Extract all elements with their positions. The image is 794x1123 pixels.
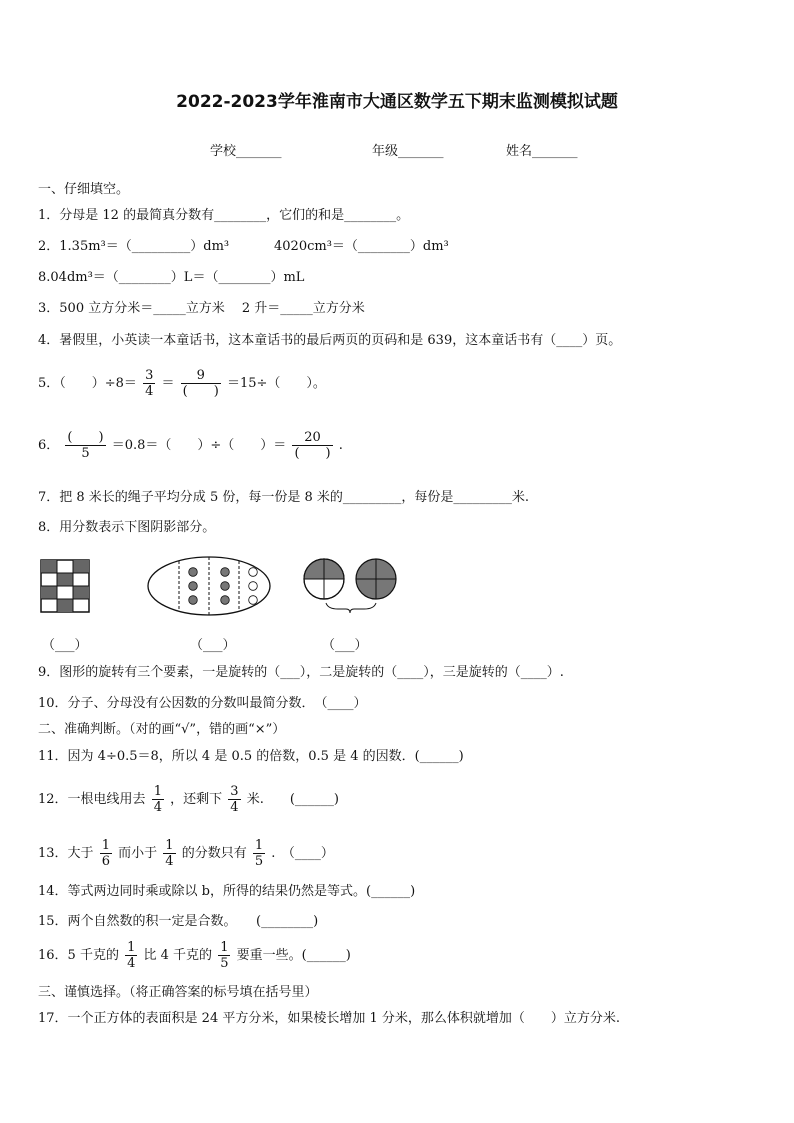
question-2c: 8.04dm³＝（________）L＝（________）mL [38, 270, 305, 285]
q13-f2-numerator: 1 [165, 838, 174, 853]
question-17: 17．一个正方体的表面积是 24 平方分米，如果棱长增加 1 分米，那么体积就增加（ ）立方分米. [38, 1011, 621, 1026]
q6-f2-denominator: ( ) [294, 446, 331, 461]
q12-fraction-1 [152, 784, 164, 815]
q6-fraction-2 [292, 430, 332, 461]
q6-f2-numerator: 20 [304, 430, 321, 445]
q16-f2-denominator: 5 [220, 956, 229, 971]
name-field: 姓名_______ [506, 144, 578, 159]
question-13 [38, 838, 334, 869]
question-5 [38, 368, 326, 399]
q8-answer-1: （___） [42, 638, 88, 653]
q16-fraction-2 [218, 940, 230, 971]
q5-eq: ＝ [161, 376, 175, 391]
q13-mid2: 的分数只有 [181, 846, 247, 861]
q12-f1-numerator: 1 [153, 784, 162, 799]
q6-f1-numerator: ( ) [67, 430, 104, 445]
q13-f1-numerator: 1 [101, 838, 110, 853]
section-1-heading: 一、仔细填空。 [38, 182, 130, 197]
question-2b: 4020cm³＝（________）dm³ [274, 239, 449, 254]
grade-field: 年级_______ [372, 144, 444, 159]
question-11: 11．因为 4÷0.5＝8，所以 4 是 0.5 的倍数，0.5 是 4 的因数．(______) [38, 749, 464, 764]
q5-f2-numerator: 9 [196, 368, 205, 383]
q16-mid: 比 4 千克的 [143, 948, 213, 963]
section-3-heading: 三、谨慎选择。（将正确答案的标号填在括号里） [38, 985, 318, 1000]
question-12 [38, 784, 339, 815]
question-8: 8．用分数表示下图阴影部分。 [38, 520, 216, 535]
q13-f3-numerator: 1 [254, 838, 264, 853]
q12-f2-denominator: 4 [230, 800, 239, 815]
q12-f1-denominator: 4 [153, 800, 162, 815]
q16-f1-denominator: 4 [127, 956, 136, 971]
q13-f3-denominator: 5 [254, 854, 264, 869]
question-9: 9．图形的旋转有三个要素，一是旋转的（___），二是旋转的（____），三是旋转的（____）. [38, 665, 564, 680]
q12-f2-numerator: 3 [230, 784, 239, 799]
q12-mid: ，还剩下 [170, 792, 223, 807]
question-1: 1．分母是 12 的最简真分数有________，它们的和是________。 [38, 208, 410, 223]
question-4: 4．暑假里，小英读一本童话书，这本童话书的最后两页的页码和是 639，这本童话书有（____）页。 [38, 333, 622, 348]
q12-fraction-2 [228, 784, 240, 815]
two-circles-figure [302, 557, 402, 619]
question-15: 15．两个自然数的积一定是合数。 (________) [38, 914, 319, 929]
q13-fraction-2 [163, 838, 175, 869]
q8-answer-3: （___） [322, 638, 368, 653]
q5-lead: 5．（ ）÷8＝ [38, 376, 137, 391]
q13-lead: 13．大于 [38, 846, 94, 861]
q6-tail: . [338, 438, 343, 453]
q5-f1-numerator: 3 [145, 368, 154, 383]
q16-tail: 要重一些。(______) [236, 948, 351, 963]
q13-mid1: 而小于 [118, 846, 158, 861]
question-2a: 2．1.35m³＝（_________）dm³ [38, 239, 230, 254]
question-16 [38, 940, 351, 971]
q16-fraction-1 [125, 940, 137, 971]
oval-dots-figure [146, 555, 272, 617]
page-title: 2022-2023学年淮南市大通区数学五下期末监测模拟试题 [176, 92, 618, 112]
question-7: 7．把 8 米长的绳子平均分成 5 份，每一份是 8 米的_________，每份是_________米. [38, 490, 530, 505]
q16-f1-numerator: 1 [127, 940, 136, 955]
q13-fraction-3 [253, 838, 265, 869]
question-3: 3．500 立方分米＝_____立方米 2 升＝_____立方分米 [38, 301, 365, 316]
q5-f2-denominator: ( ) [182, 384, 219, 399]
section-2-heading: 二、准确判断。（对的画“√”，错的画“×”） [38, 722, 286, 737]
q13-f2-denominator: 4 [165, 854, 174, 869]
checkerboard-figure [40, 559, 90, 613]
q16-f2-numerator: 1 [220, 940, 229, 955]
q13-tail: . （____） [271, 846, 334, 861]
q6-fraction-1 [65, 430, 105, 461]
q16-lead: 16．5 千克的 [38, 948, 119, 963]
q8-answer-2: （___） [190, 638, 236, 653]
question-14: 14．等式两边同时乘或除以 b，所得的结果仍然是等式。(______) [38, 884, 416, 899]
q5-f1-denominator: 4 [145, 384, 154, 399]
q6-lead: 6． [38, 438, 60, 453]
q6-f1-denominator: 5 [81, 446, 90, 461]
q12-tail: 米. (______) [246, 792, 339, 807]
school-field: 学校_______ [210, 144, 282, 159]
q5-tail: ＝15÷（ ）。 [226, 376, 326, 391]
q5-fraction-1 [143, 368, 155, 399]
q12-lead: 12．一根电线用去 [38, 792, 146, 807]
q13-f1-denominator: 6 [101, 854, 110, 869]
question-6 [38, 430, 343, 461]
q13-fraction-1 [100, 838, 112, 869]
q5-fraction-2 [181, 368, 221, 399]
question-10: 10．分子、分母没有公因数的分数叫最简分数． （____） [38, 696, 367, 711]
q6-mid: ＝0.8＝（ ）÷（ ）＝ [111, 438, 287, 453]
